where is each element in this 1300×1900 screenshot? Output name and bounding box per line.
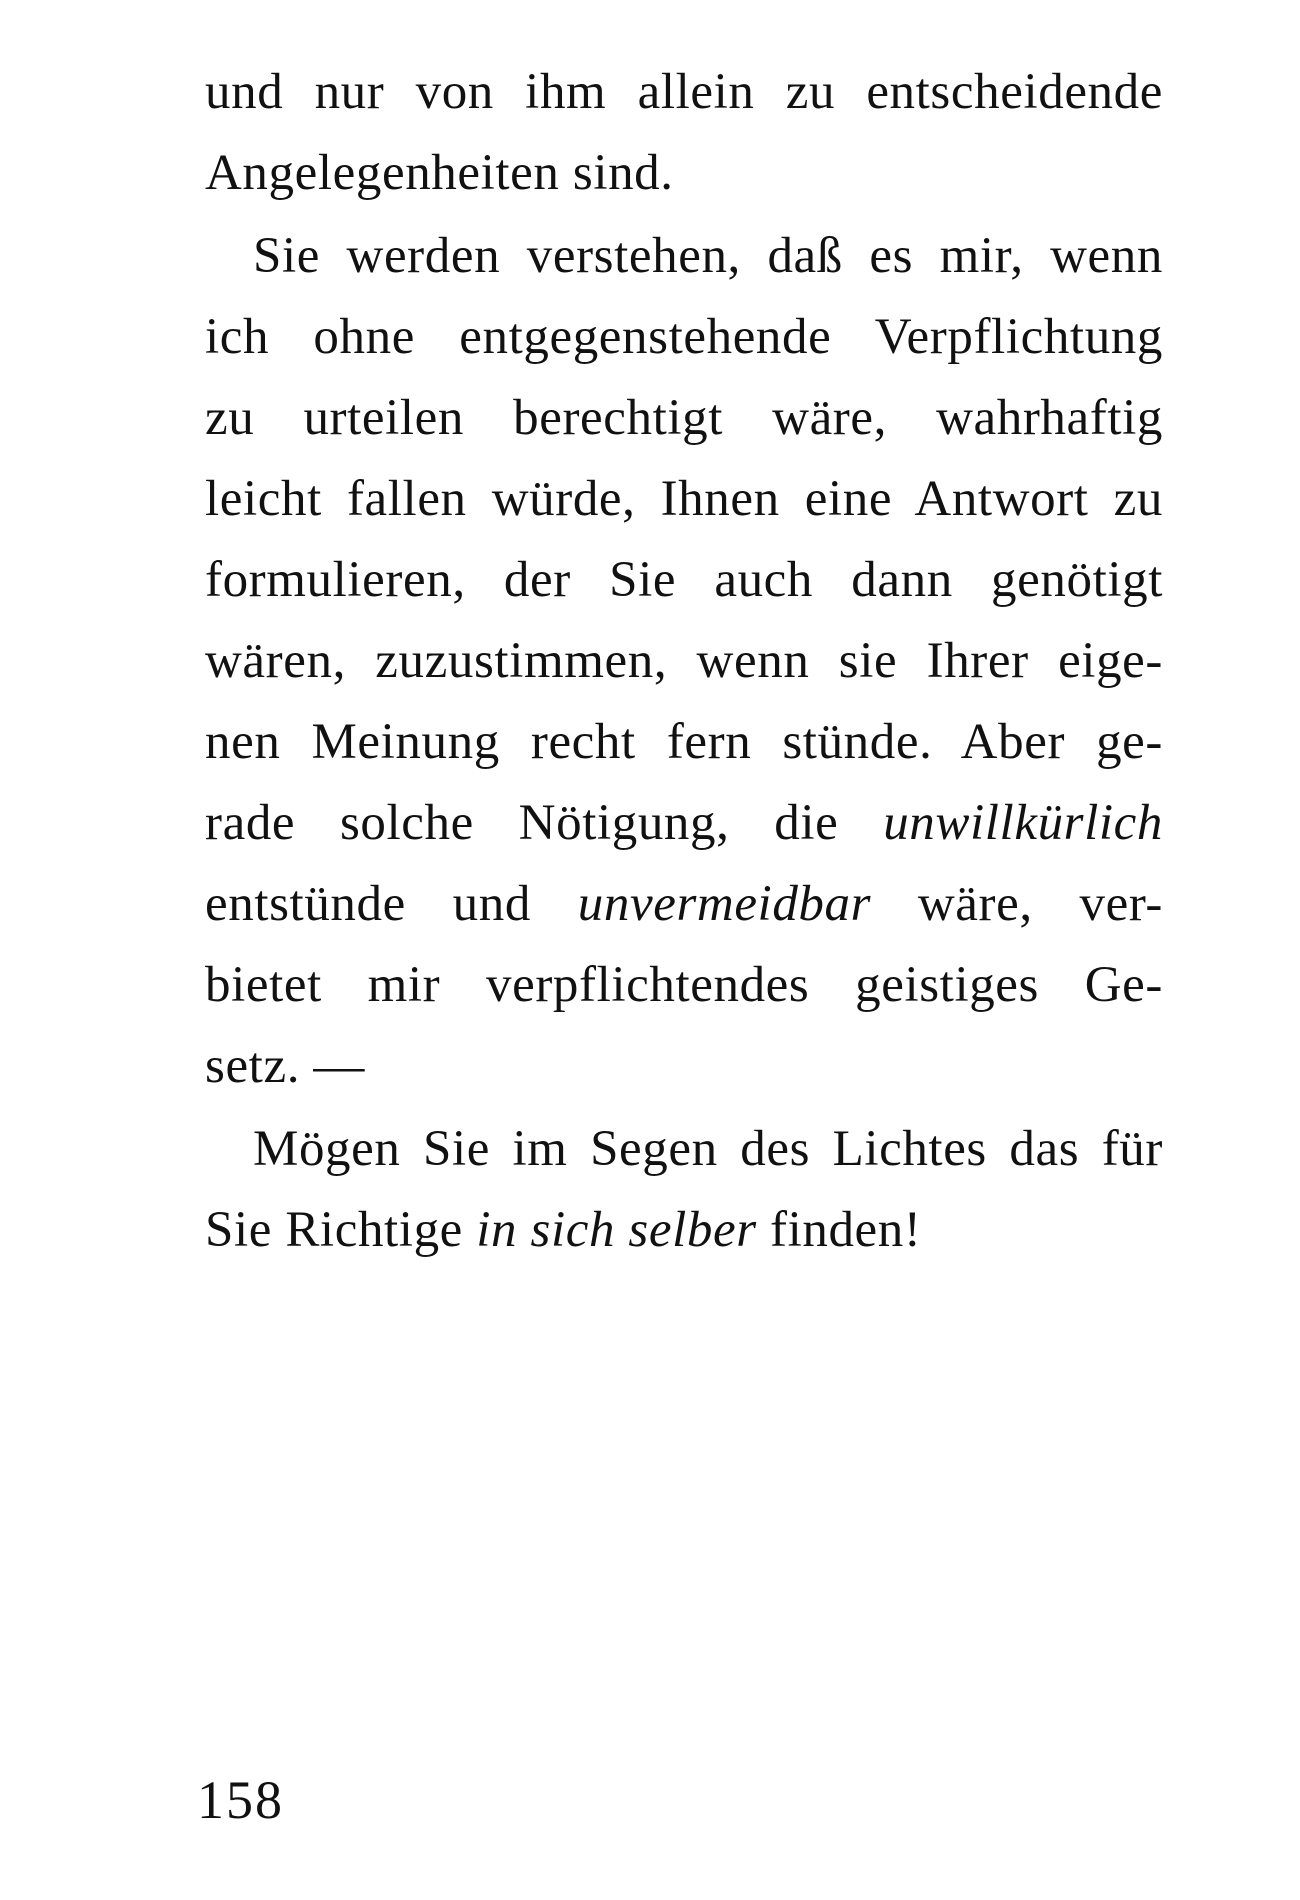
- text-line: [205, 864, 1163, 945]
- paragraph: [205, 1109, 1163, 1271]
- text-line: [205, 52, 1163, 133]
- emphasized-text: unwillkürlich: [883, 795, 1163, 851]
- text-segment: ich ohne entgegenstehende Verpflichtung: [205, 309, 1163, 365]
- paragraph: [205, 216, 1163, 1107]
- body-text: [205, 52, 1163, 1271]
- page-number: 158: [197, 1770, 284, 1830]
- text-segment: Sie Richtige: [205, 1202, 477, 1258]
- text-line: [205, 621, 1163, 702]
- text-line: [205, 459, 1163, 540]
- text-segment: bietet mir verpflichtendes geistiges Ge-: [205, 957, 1163, 1013]
- text-segment: finden!: [756, 1202, 922, 1258]
- text-line: [205, 378, 1163, 459]
- text-line: [205, 1190, 1163, 1271]
- text-line: [205, 945, 1163, 1026]
- text-segment: Mögen Sie im Segen des Lichtes das für: [253, 1121, 1163, 1177]
- text-line: [205, 783, 1163, 864]
- text-line: [205, 540, 1163, 621]
- text-line: [205, 133, 1163, 214]
- text-segment: und nur von ihm allein zu entscheidende: [205, 64, 1163, 120]
- text-segment: nen Meinung recht fern stünde. Aber ge-: [205, 714, 1163, 770]
- text-segment: setz. —: [205, 1038, 365, 1094]
- text-line: [205, 297, 1163, 378]
- text-line: [205, 702, 1163, 783]
- text-segment: entstünde und: [205, 876, 578, 932]
- text-segment: wäre, ver-: [871, 876, 1163, 932]
- text-segment: wären, zuzustimmen, wenn sie Ihrer eige-: [205, 633, 1163, 689]
- emphasized-text: in sich selber: [476, 1202, 757, 1258]
- text-segment: formulieren, der Sie auch dann genötigt: [205, 552, 1163, 608]
- text-line: [205, 1109, 1163, 1190]
- text-segment: rade solche Nötigung, die: [205, 795, 884, 851]
- text-segment: leicht fallen würde, Ihnen eine Antwort zu: [205, 471, 1163, 527]
- text-segment: Sie werden verstehen, daß es mir, wenn: [253, 228, 1163, 284]
- text-segment: Angelegenheiten sind.: [205, 145, 674, 201]
- text-line: [205, 1026, 1163, 1107]
- emphasized-text: unvermeidbar: [577, 876, 872, 932]
- text-segment: zu urteilen berechtigt wäre, wahrhaftig: [205, 390, 1163, 446]
- paragraph: [205, 52, 1163, 214]
- text-line: [205, 216, 1163, 297]
